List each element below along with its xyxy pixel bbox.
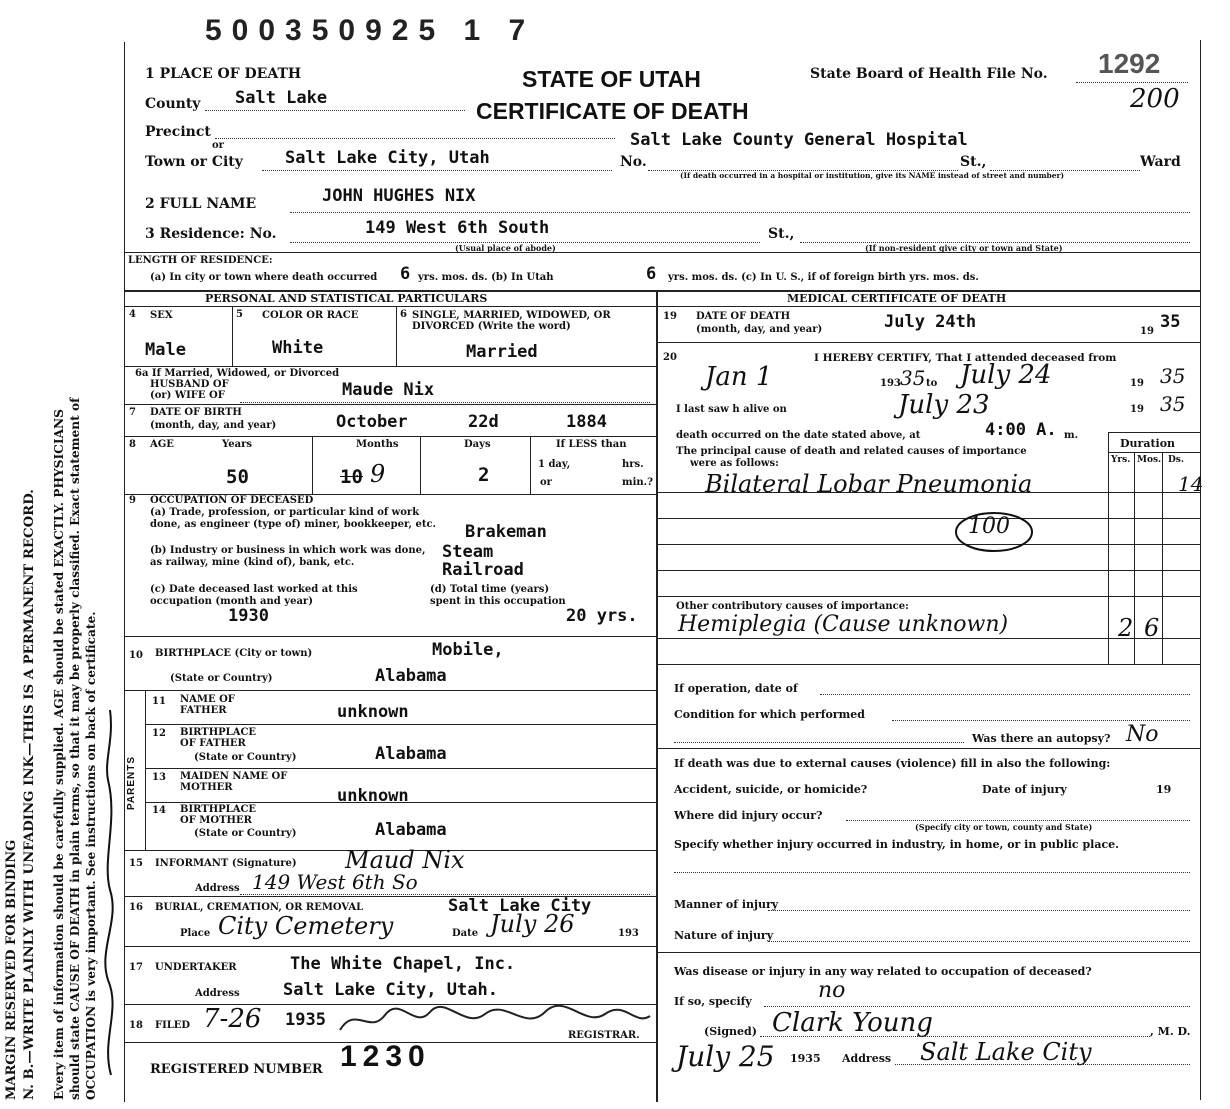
occupation-title: OCCUPATION OF DECEASED [150,495,314,506]
residence-st-label: St., [768,226,795,242]
county-value: Salt Lake [235,88,328,108]
days-label: Days [464,439,491,450]
dob-label: DATE OF BIRTH [150,407,242,418]
parents-label: PARENTS [126,755,137,810]
m-label: m. [1064,430,1079,441]
where-injury-label: Where did injury occur? [674,809,823,822]
file-no-label: State Board of Health File No. [810,66,1048,82]
full-name-label: 2 FULL NAME [145,196,257,212]
nature-label: Nature of injury [674,929,774,942]
external-label: If death was due to external causes (violence) fill in also the following: [674,757,1111,770]
length-city-label: (a) In city or town where death occurred [150,272,378,283]
or-label: or [212,140,224,151]
mother-birthplace-label: BIRTHPLACE OF MOTHER [180,804,257,826]
sex-label: SEX [150,310,173,321]
margin-instruction-3: OCCUPATION is very important. See instructions on back of certificate. [84,611,98,1100]
attended-to: July 24 [960,360,1052,390]
autopsy-label: Was there an autopsy? [972,732,1111,745]
months-label: Months [356,439,399,450]
condition-label: Condition for which performed [674,708,865,721]
birthplace-label: BIRTHPLACE (City or town) [155,648,313,659]
cause-code-circle [950,508,1040,560]
length-tail: yrs. mos. ds. (c) In U. S., if of foreign birth yrs. mos. ds. [668,272,979,283]
undertaker-address: Salt Lake City, Utah. [283,980,498,1000]
occurred-label: death occurred on the date stated above, at [676,430,921,441]
spouse-label-2: HUSBAND OF [150,379,229,390]
last-saw-label: I last saw h alive on [676,404,787,415]
burial-place-typed: Salt Lake City [448,896,592,916]
cause-intro-2: were as follows: [690,458,779,469]
related-label: Was disease or injury in any way related to occupation of deceased? [674,965,1092,978]
father-label: NAME OF FATHER [180,694,235,716]
other-duration-years: 2 [1118,614,1134,642]
last-saw-date: July 23 [898,390,990,420]
occupation-b-value-1: Steam [442,542,494,562]
mos-label: Mos. [1137,455,1162,465]
other-causes-label: Other contributory causes of importance: [676,601,909,612]
age-months: 9 [370,460,386,488]
certificate-title: CERTIFICATE OF DEATH [476,98,749,124]
registered-number-label: REGISTERED NUMBER [150,1062,323,1077]
spouse-value: Maude Nix [342,380,435,400]
dob-sub: (month, day, and year) [150,420,277,431]
other-causes: Hemiplegia (Cause unknown) [678,612,1009,637]
spouse-label-3: (or) WIFE OF [150,390,225,401]
occupation-c-label: (c) Date deceased last worked at this occupation (month and year) [150,584,358,607]
registered-number: 1230 [340,1040,431,1073]
undertaker-label: UNDERTAKER [155,962,237,973]
no-label: No. [620,154,647,170]
age-years: 50 [226,466,249,488]
dob-day: 22d [468,412,499,432]
ds-label: Ds. [1168,455,1185,465]
occupation-b-label: (b) Industry or business in which work was done, as railway, mine (kind of), bank, etc. [150,545,426,568]
dod-year-prefix: 19 [1140,326,1154,337]
precinct-label: Precinct [145,124,211,140]
occupation-d-label: (d) Total time (years) spent in this occupation [430,584,566,607]
margin-binding-note: MARGIN RESERVED FOR BINDING [4,839,19,1100]
age-days: 2 [478,464,490,486]
file-number-handwritten: 200 [1130,84,1180,114]
hospital-value: Salt Lake County General Hospital [630,130,968,150]
signed-label: (Signed) [704,1025,757,1038]
spouse-label-1: 6a If Married, Widowed, or Divorced [135,368,340,379]
mother-birthplace: Alabama [375,820,447,840]
min-label: min.? [622,477,653,488]
certify-text: I HEREBY CERTIFY, That I attended deceased from [814,352,1117,364]
manner-label: Manner of injury [674,898,779,911]
town-label: Town or City [145,154,243,170]
cause-intro-1: The principal cause of death and related causes of importance [676,446,1027,457]
filed-date-handwritten: 7-26 [203,1004,262,1034]
margin-instruction-2: should state CAUSE OF DEATH in plain terms, so that it may be properly classified. Exact statement of [68,397,82,1100]
personal-header: PERSONAL AND STATISTICAL PARTICULARS [205,292,488,305]
injury-year-label: 19 [1156,783,1172,796]
date-of-death-sub: (month, day, and year) [696,324,823,335]
nonresident-note: (If non-resident give city or town and State) [865,243,1063,253]
sex-value: Male [145,340,186,360]
informant-signature: Maud Nix [345,846,465,874]
undertaker-address-label: Address [195,988,240,999]
file-number: 1292 [1098,48,1161,79]
yrs-label: Yrs. [1111,455,1131,465]
margin-instruction-1: Every item of information should be carefully supplied. AGE should be stated EXACTLY. PHYSICIANS [52,409,66,1100]
physician-address-label: Address [842,1052,892,1065]
or-min-label: or [540,477,552,488]
occupation-d-value: 20 yrs. [566,606,638,626]
autopsy-value: No [1126,722,1159,747]
serial-number: 500350925 1 7 [205,14,536,47]
dob-month: October [336,412,408,432]
length-city-years: 6 [400,264,411,284]
occupation-c-value: 1930 [228,606,269,626]
specify-label: Specify whether injury occurred in industry, in home, or in public place. [674,838,1119,851]
informant-address: 149 West 6th So [252,870,418,894]
cause-of-death: Bilateral Lobar Pneumonia [705,470,1033,498]
color-label: COLOR OR RACE [262,310,359,321]
time-of-death: 4:00 A. [985,420,1057,440]
occupation-a-label: (a) Trade, profession, or particular kind of work done, as engineer (type of) miner, bookkeeper, etc. [150,507,437,530]
occupation-a-value: Brakeman [465,522,547,542]
burial-year-label: 193 [618,928,639,939]
attended-to-year: 35 [1160,364,1186,388]
father-birthplace-label: BIRTHPLACE OF FATHER [180,727,257,749]
if-so-value: no [818,978,846,1003]
undertaker-value: The White Chapel, Inc. [290,954,516,974]
attended-from: Jan 1 [705,362,773,392]
cause-duration-days: 14 [1178,472,1204,496]
informant-address-label: Address [195,883,240,894]
dob-year: 1884 [566,412,607,432]
usual-abode-note: (Usual place of abode) [455,243,556,253]
attended-from-year: 35 [900,366,926,390]
residence-label: 3 Residence: No. [145,226,277,242]
physician-signature: Clark Young [772,1008,933,1038]
marital-value: Married [466,342,538,362]
margin-warning: N. B.—WRITE PLAINLY WITH UNFADING INK—THIS IS A PERMANENT RECORD. [22,489,37,1100]
state-title: STATE OF UTAH [522,66,701,92]
burial-date-handwritten: July 26 [490,910,575,938]
cause-code: 100 [968,514,1010,539]
ward-label: Ward [1140,154,1181,170]
father-birthplace-state-label: (State or Country) [194,752,297,763]
date-of-death-label: DATE OF DEATH [696,311,791,322]
birthplace-state: Alabama [375,666,447,686]
burial-label: BURIAL, CREMATION, OR REMOVAL [155,902,364,913]
less-than-label: If LESS than [556,439,627,450]
medical-header: MEDICAL CERTIFICATE OF DEATH [787,292,1007,305]
father-birthplace: Alabama [375,744,447,764]
md-label: , M. D. [1150,1025,1191,1038]
marital-label: SINGLE, MARRIED, WIDOWED, OR DIVORCED (Write the word) [412,310,611,332]
birthplace-state-label: (State or Country) [170,673,273,684]
margin-signature [96,700,126,1080]
length-utah-years: 6 [646,264,657,284]
where-injury-note: (Specify city or town, county and State) [915,822,1093,832]
length-title: LENGTH OF RESIDENCE: [128,255,273,266]
hospital-note: (If death occurred in a hospital or institution, give its NAME instead of street and number) [680,171,1065,180]
mother-birthplace-state-label: (State or Country) [194,828,297,839]
signature-date: July 25 [676,1040,775,1073]
filed-label: FILED [155,1020,191,1031]
age-months-struck: 10 [340,466,363,488]
date-of-death-value: July 24th [884,312,977,332]
informant-label: INFORMANT (Signature) [155,858,297,869]
burial-place-handwritten: City Cemetery [218,912,394,940]
father-value: unknown [337,702,409,722]
dod-year: 35 [1160,312,1181,332]
occupation-b-value-2: Railroad [442,560,524,580]
accident-label: Accident, suicide, or homicide? [674,783,868,796]
birthplace-city: Mobile, [432,640,504,660]
to-label: to [926,378,938,389]
one-day-label: 1 day, [538,459,571,470]
signature-year: 1935 [790,1052,821,1065]
hrs-label: hrs. [622,459,644,470]
other-duration-months: 6 [1144,614,1160,642]
filed-year: 1935 [285,1010,326,1030]
residence-value: 149 West 6th South [365,218,550,238]
place-of-death-title: 1 PLACE OF DEATH [145,66,302,82]
length-mid: yrs. mos. ds. (b) In Utah [418,272,554,283]
burial-place-label: Place [180,928,211,939]
county-label: County [145,96,201,112]
burial-date-label: Date [452,928,479,939]
color-value: White [272,338,324,358]
duration-label: Duration [1120,437,1176,450]
years-label: Years [222,439,253,450]
injury-date-label: Date of injury [982,783,1067,796]
mother-value: unknown [337,786,409,806]
town-value: Salt Lake City, Utah [285,148,490,168]
age-label: AGE [150,439,174,450]
physician-address: Salt Lake City [920,1038,1092,1066]
last-saw-year: 35 [1160,392,1186,416]
st-label: St., [960,154,987,170]
operation-label: If operation, date of [674,682,798,695]
mother-label: MAIDEN NAME OF MOTHER [180,771,288,793]
full-name-value: JOHN HUGHES NIX [322,186,476,206]
if-so-label: If so, specify [674,995,752,1008]
registrar-label: REGISTRAR. [568,1030,640,1041]
